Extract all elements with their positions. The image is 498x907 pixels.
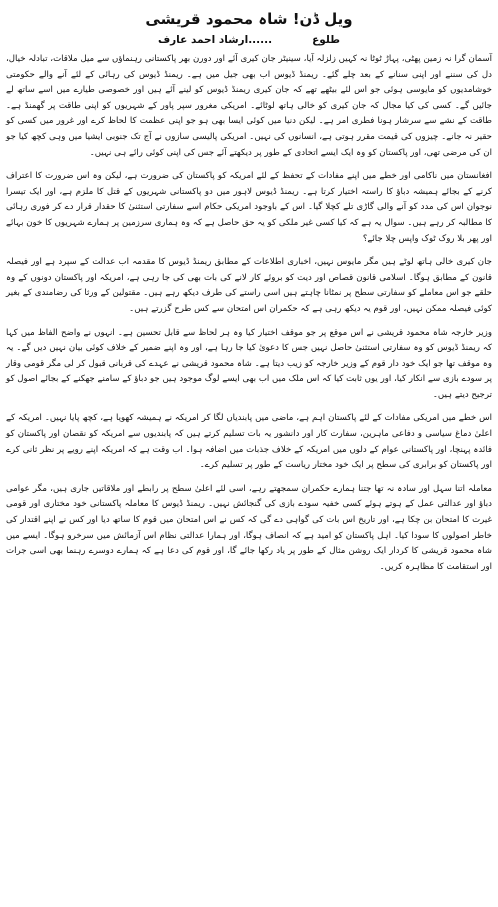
author-name: ارشاد احمد عارف (157, 34, 249, 46)
column-name: طلوع (312, 34, 341, 46)
article-body (6, 52, 492, 575)
article-paragraph: افغانستان میں ناکامی اور خطے میں اپنے مفادات کے تحفظ کے لئے امریکہ کو پاکستان کی ضرورت ہے، لیکن وہ اس ضرورت کا اعتراف کرنے کے بجائے ہمیشہ دباؤ کا راستہ اختیار کرتا ہے۔ ریمنڈ ڈیوس لاہور میں دو پاکستانی شہریوں کے قتل کا ملزم ہے، اور ایک تیسرا نوجوان اس کی مدد کو آنے والی گاڑی تلے کچلا گیا۔ اس کے باوجود امریکی حکام اسے سفارتی استثنیٰ کا حقدار قرار دے کر فوری رہائی کا مطالبہ کر رہے ہیں۔ سوال یہ ہے کہ کیا کسی غیر ملکی کو یہ حق حاصل ہے کہ وہ ہماری سرزمین پر ہمارے شہریوں کا خون بہائے اور پھر بلا روک ٹوک واپس چلا جائے؟ (6, 171, 492, 244)
article-paragraph: وزیر خارجہ شاہ محمود قریشی نے اس موقع پر جو موقف اختیار کیا وہ ہر لحاظ سے قابل تحسین ہے۔ انہوں نے واضح الفاظ میں کہا کہ ریمنڈ ڈیوس کو وہ سفارتی استثنیٰ حاصل نہیں جس کا دعویٰ کیا جا رہا ہے، اور وہ اپنے ضمیر کے خلاف کوئی بیان نہیں دیں گے۔ یہ وہ موقف تھا جو ایک خود دار قوم کے وزیر خارجہ کو زیب دیتا ہے۔ شاہ محمود قریشی نے عہدے کی قربانی قبول کر لی مگر قومی وقار پر سودے بازی سے انکار کیا، اور یوں ثابت کیا کہ اس ملک میں اب بھی ایسے لوگ موجود ہیں جو دباؤ کے سامنے جھکنے کے بجائے اصول کو ترجیح دیتے ہیں۔ (6, 327, 492, 400)
article-paragraph: جان کیری خالی ہاتھ لوٹے ہیں مگر مایوس نہیں، اخباری اطلاعات کے مطابق ریمنڈ ڈیوس کا مقدمہ اب عدالت کے سپرد ہے اور فیصلہ قانون کے مطابق ہوگا۔ اسلامی قانون قصاص اور دیت کو بروئے کار لانے کی بات بھی کی جا رہی ہے، امریکہ اور پاکستان دونوں کے وہ حلقے جو اس معاملے کو سفارتی سطح پر نمٹانا چاہتے ہیں اسی راستے کی طرف دیکھ رہے ہیں۔ مقتولین کے ورثا کی رضامندی کے بغیر کوئی فیصلہ ممکن نہیں، اور قوم یہ دیکھ رہی ہے کہ حکمران اس امتحان سے کس طرح گزرتے ہیں۔ (6, 257, 492, 314)
article-paragraph: اس خطے میں امریکی مفادات کے لئے پاکستان اہم ہے، ماضی میں پابندیاں لگا کر امریکہ نے ہمیشہ کھویا ہے، کچھ پایا نہیں۔ امریکہ کے اعلیٰ دماغ سیاسی و دفاعی ماہرین، سفارت کار اور دانشور یہ بات تسلیم کرتے ہیں کہ پابندیوں سے امریکہ کو نقصان اور پاکستان کو فائدہ پہنچا، اور پاکستانی عوام کے دلوں میں امریکہ کے خلاف جذبات میں اضافہ ہوا۔ اب وقت ہے کہ امریکہ اپنے رویے پر نظر ثانی کرے اور پاکستان کو برابری کی سطح پر ایک خود مختار ریاست کے طور پر تسلیم کرے۔ (6, 413, 492, 471)
author-dots: ...... (248, 34, 273, 46)
article-paragraph: معاملہ اتنا سہل اور سادہ نہ تھا جتنا ہمارے حکمران سمجھتے رہے، اسی لئے اعلیٰ سطح پر رابطے اور ملاقاتیں جاری ہیں، مگر عوامی دباؤ اور عدالتی عمل کے ہوتے ہوئے کسی خفیہ سودے بازی کی گنجائش نہیں۔ ریمنڈ ڈیوس کا معاملہ پاکستانی خود مختاری اور قومی غیرت کا امتحان بن چکا ہے، اور تاریخ اس بات کی گواہی دے گی کہ کس نے اس امتحان میں قوم کا ساتھ دیا اور کس نے اپنے اقتدار کی خاطر اصولوں کا سودا کیا۔ اہل پاکستان کو امید ہے کہ انصاف ہوگا، اور ہمارا عدالتی نظام اس آزمائش میں سرخرو ہوگا۔ ایسے میں شاہ محمود قریشی کا کردار ایک روشن مثال کے طور پر یاد رکھا جائے گا، اور قوم کی دعا ہے کہ ہمارے دوسرے رہنما بھی اسی جرات اور استقامت کا مظاہرہ کریں۔ (6, 483, 492, 572)
author-name-group (158, 32, 272, 48)
byline (6, 32, 492, 48)
article-title: ویل ڈن! شاہ محمود قریشی (145, 10, 353, 28)
article-paragraph: آسمان گرا نہ زمین پھٹی، پہاڑ ٹوٹا نہ کہیں زلزلہ آیا، سینیٹر جان کیری آئے اور دورن بھر پاکستانی رہنماؤں سے میل ملاقات، تبادلہ خیال، دل کی سننے اور اپنی سنانے کے بعد چلے گئے۔ ریمنڈ ڈیوس اب بھی جیل میں ہے۔ ریمنڈ ڈیوس کی رہائی کے لئے آنے والے حکومتی خوشامدیوں کو مایوسی ہوئی جو اس لئے بیٹھے تھے کہ جان کیری ریمنڈ ڈیوس کو لینے آئے ہیں اور خصوصی طیارے میں اسے ساتھ لے جائیں گے۔ کسی کی کیا مجال کہ جان کیری کو خالی ہاتھ لوٹائے۔ امریکی مغرور سپر پاور کے شہریوں کو اپنی طاقت پر گھمنڈ ہے۔ طاقت کے نشے سے سرشار ہونا فطری امر ہے۔ لیکن دنیا میں کوئی ایسا بھی ہو جو اپنی عظمت کا لحاظ کرے اور غرور میں کسی کو حقیر نہ جانے۔ چیزوں کی قیمت مقرر ہوتی ہے، انسانوں کی نہیں۔ امریکی پالیسی سازوں نے آج تک جنوبی ایشیا میں وہی کچھ کیا جو ان کی مرضی تھی، اور پاکستان کو وہ ایک ایسے اتحادی کے طور پر دیکھتے آئے جس کی اپنی کوئی رائے ہی نہیں۔ (6, 54, 492, 158)
